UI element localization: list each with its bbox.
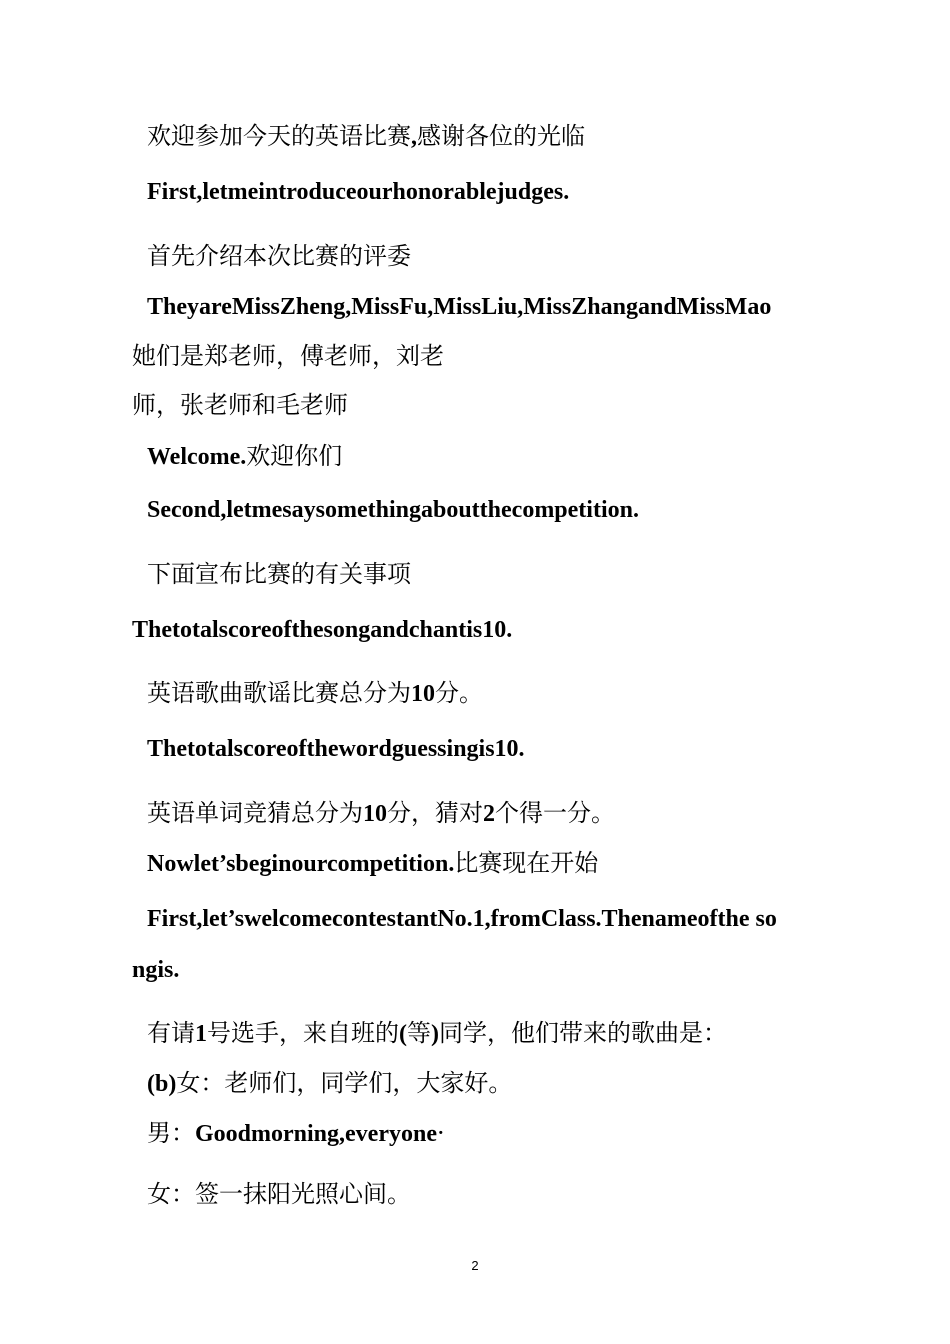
text: 个得一分。 <box>495 799 615 827</box>
word-score-cn <box>147 798 615 829</box>
text: 号选手，来自班的 <box>207 1019 399 1047</box>
text: 英语单词竞猜总分为 <box>147 799 363 827</box>
host-female-1 <box>147 1068 512 1099</box>
text: 欢迎你们 <box>246 442 343 470</box>
text: 比赛现在开始 <box>454 849 599 877</box>
text: (b) <box>147 1071 177 1097</box>
judges-names-cn-1: 她们是郑老师，傅老师，刘老 <box>132 342 444 370</box>
text: 感谢各位的光临 <box>417 122 585 150</box>
contestant-line-1: First,let’swelcomecontestantNo.1,fromClass.Thenameofthe so <box>147 906 777 932</box>
text: 1 <box>195 1021 207 1047</box>
text: 分，猜对 <box>387 799 483 827</box>
contestant-line-2: ngis. <box>132 957 180 983</box>
judges-names-line: TheyareMissZheng,MissFu,MissLiu,MissZhangandMissMao <box>147 294 772 320</box>
word-score-line: Thetotalscoreofthewordguessingis10. <box>147 736 525 762</box>
text: 10 <box>363 801 387 827</box>
text: 女：老师们，同学们，大家好。 <box>176 1069 513 1097</box>
page-number: 2 <box>471 1258 479 1273</box>
text: 等 <box>407 1019 431 1047</box>
text: 2 <box>483 801 495 827</box>
begin-line <box>147 848 598 879</box>
song-score-cn <box>147 678 483 709</box>
song-score-line: Thetotalscoreofthesongandchantis10. <box>132 617 513 643</box>
welcome-line-cn <box>147 121 585 152</box>
text: 男： <box>147 1119 195 1147</box>
text: 欢迎参加今天的英语比赛 <box>147 122 411 150</box>
intro-judges-cn: 首先介绍本次比赛的评委 <box>147 242 411 270</box>
text: · <box>436 1119 445 1147</box>
contestant-cn <box>147 1018 727 1049</box>
intro-judges-line: First,letmeintroduceourhonorablejudges. <box>147 179 570 205</box>
text: 10 <box>411 681 435 707</box>
text: ( <box>399 1021 407 1047</box>
text: Nowlet’sbeginourcompetition. <box>147 851 455 877</box>
host-female-2: 女：签一抹阳光照心间。 <box>147 1180 411 1208</box>
text: Goodmorning,everyone <box>195 1121 437 1147</box>
competition-info-line: Second,letmesaysomethingaboutthecompetition. <box>147 497 639 523</box>
text: 分。 <box>435 679 483 707</box>
text: 同学，他们带来的歌曲是： <box>439 1019 727 1047</box>
text: 英语歌曲歌谣比赛总分为 <box>147 679 411 707</box>
host-male-1 <box>147 1118 445 1149</box>
text: , <box>411 124 417 150</box>
text: 有请 <box>147 1019 195 1047</box>
judges-names-cn-2: 师，张老师和毛老师 <box>132 391 348 419</box>
competition-info-cn: 下面宣布比赛的有关事项 <box>147 560 411 588</box>
text: ) <box>431 1021 439 1047</box>
text: Welcome. <box>147 444 247 470</box>
welcome-line <box>147 441 342 472</box>
